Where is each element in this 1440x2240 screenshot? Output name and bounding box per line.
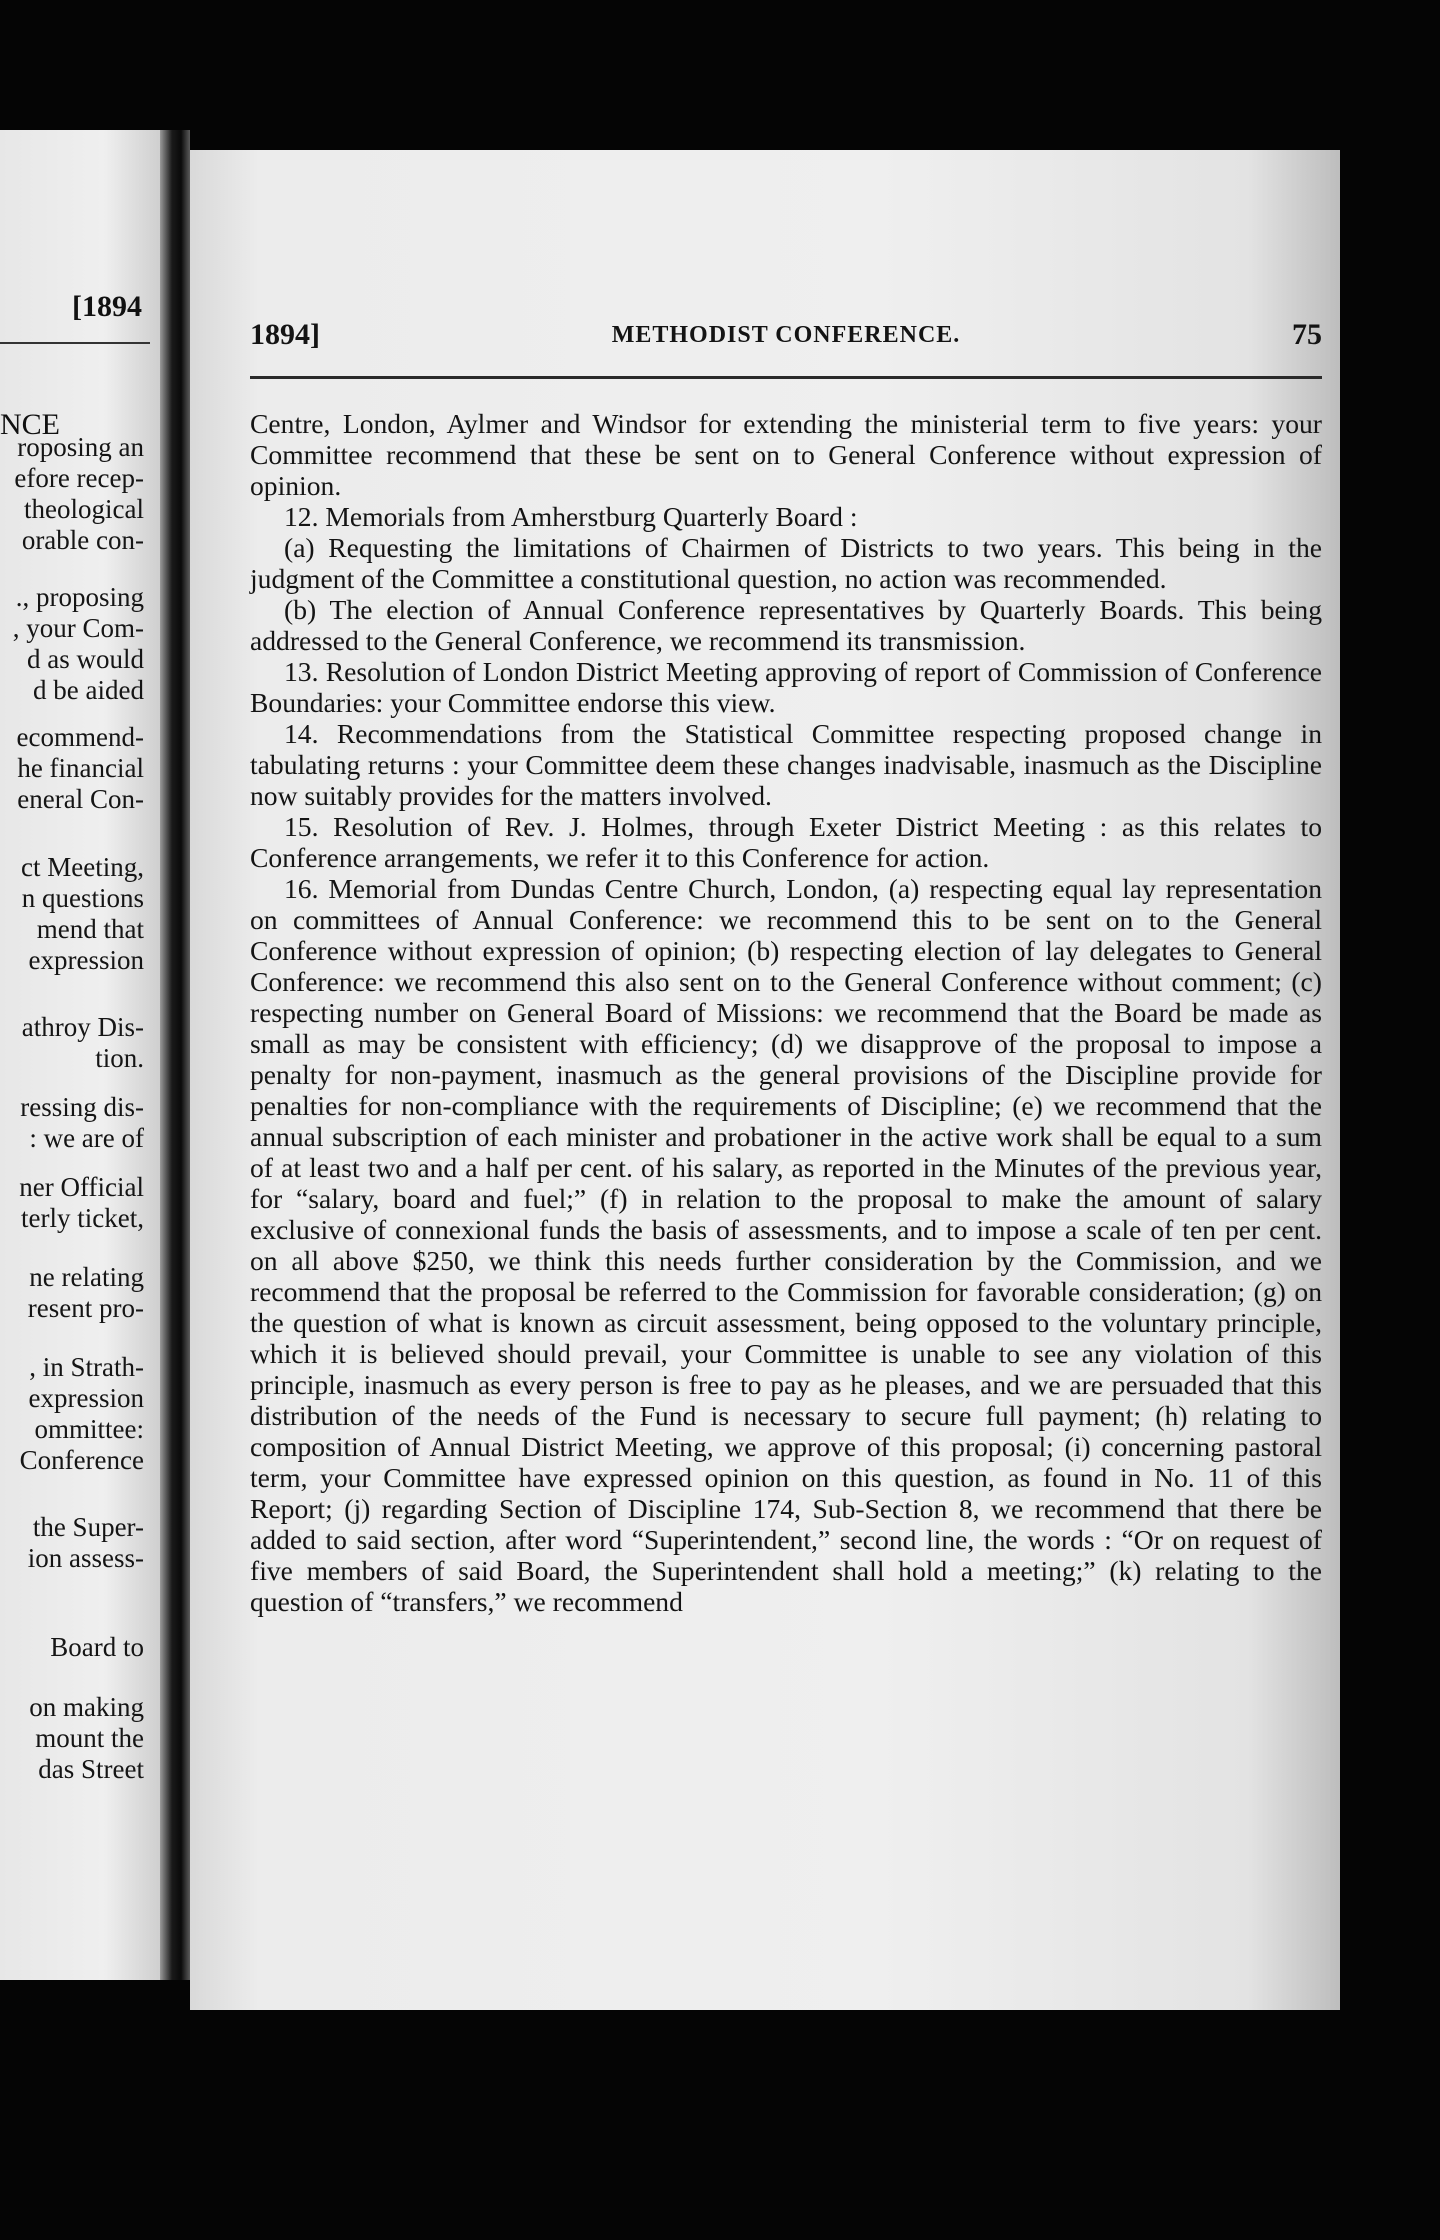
paragraph: 13. Resolution of London District Meeting approving of report of Commission of Conference Boundaries: your Committee endorse this view. [250,656,1322,718]
page-header [250,318,1322,358]
left-page-line: athroy Dis- [21,1012,144,1042]
book-gutter [160,130,190,1980]
left-page-line: expression [28,1383,144,1413]
left-page-line: : we are of [29,1123,144,1153]
left-page-line: ressing dis- [20,1092,144,1122]
left-page-line: Conference [19,1445,144,1475]
left-page-fragment [0,130,160,1980]
paragraph: Centre, London, Aylmer and Windsor for extending the ministerial term to five years: your Committee recommend that these be sent on to General Conference without expression of opinion. [250,408,1322,501]
left-page-line: ion assess- [27,1543,144,1573]
header-year: 1894] [250,318,320,351]
left-page-line: the Super- [32,1512,144,1542]
paragraph: (b) The election of Annual Conference representatives by Quarterly Boards. This being addressed to the General Conference, we recommend its transmission. [250,594,1322,656]
left-page-line: expression [28,945,144,975]
paragraph: 12. Memorials from Amherstburg Quarterly Board : [284,501,858,532]
page-number: 75 [1292,318,1322,351]
left-page-line: ommittee: [34,1414,144,1444]
left-page-line: ecommend- [16,722,144,752]
left-page-line: d be aided [33,675,144,705]
left-page-line: mend that [36,914,144,944]
paragraph: 14. Recommendations from the Statistical Committee respecting proposed change in tabulating returns : your Committee deem these changes inadvisable, inasmuch as the Discipline now suitably provides for the matters involved. [250,718,1322,811]
paragraph: (a) Requesting the limitations of Chairmen of Districts to two years. This being in the judgment of the Committee a constitutional question, no action was recommended. [250,532,1322,594]
left-page-line: tion. [95,1043,144,1073]
left-page-line: eneral Con- [17,784,144,814]
left-page-line: roposing an [17,432,144,462]
header-rule [250,376,1322,379]
left-page-line: mount the [35,1723,144,1753]
left-page-line: ner Official [19,1172,144,1202]
left-page-line: das Street [38,1754,144,1784]
left-page-line: d as would [27,644,144,674]
left-page-line: terly ticket, [21,1203,144,1233]
left-page-line: efore recep- [14,463,144,493]
left-page-line: ne relating [29,1262,144,1292]
paragraph: 16. Memorial from Dundas Centre Church, London, (a) respecting equal lay representation on committees of Annual Conference: we recommend this to be sent on to the General Conference without expression of opinion; (b) respecting election of lay delegates to General Conference: we recommend this also sent on to the General Conference without comment; (c) respecting number on General Board of Missions: we recommend that the Board be made as small as may be consistent with efficiency; (d) we disapprove of the proposal to impose a penalty for non-payment, inasmuch as the general provisions of the Discipline provide for penalties for non-compliance with the requirements of Discipline; (e) we recommend that the annual subscription of each minister and probationer in the active work shall be equal to a sum of at least two and a half per cent. of his salary, as reported in the Minutes of the previous year, for “salary, board and fuel;” (f) in relation to the proposal to make the amount of salary exclusive of connexional funds the basis of assessments, and to impose a scale of ten per cent. on all above $250, we think this needs further consideration by the Commission, and we recommend that the proposal be referred to the Commission for favorable consideration; (g) on the question of what is known as circuit assessment, being opposed to the voluntary principle, which it is believed should prevail, your Committee is unable to see any violation of this principle, inasmuch as every person is free to pay as he pleases, and we are persuaded that this distribution of the needs of the Fund is necessary to secure full payment; (h) relating to composition of Annual District Meeting, we approve of this proposal; (i) concerning pastoral term, your Committee have expressed opinion on this question, as found in No. 11 of this Report; (j) regarding Section of Discipline 174, Sub-Section 8, we recommend that there be added to said section, after word “Superintendent,” second line, the words : “Or on request of five members of said Board, the Superintendent shall hold a meeting;” (k) relating to the question of “transfers,” we recommend [250,873,1322,1617]
left-page-header: [1894 [72,290,142,323]
left-page-line: n questions [21,883,144,913]
left-page-running-title: NCE [0,408,60,441]
right-page [190,150,1340,2010]
page-body [250,408,1322,1617]
left-page-line: , in Strath- [29,1352,144,1382]
header-title: METHODIST CONFERENCE. [611,322,961,348]
left-page-line: theological [24,494,144,524]
left-page-line: he financial [17,753,144,783]
left-page-line: ct Meeting, [21,852,144,882]
left-page-line: resent pro- [27,1293,144,1323]
left-page-line: Board to [50,1632,144,1662]
left-page-line: , your Com- [12,613,144,643]
left-page-line: on making [29,1692,144,1722]
left-page-line: ., proposing [15,582,144,612]
left-page-header-rule [0,342,150,344]
left-page-line: orable con- [21,525,144,555]
paragraph: 15. Resolution of Rev. J. Holmes, through Exeter District Meeting : as this relates to Conference arrangements, we refer it to this Conference for action. [250,811,1322,873]
